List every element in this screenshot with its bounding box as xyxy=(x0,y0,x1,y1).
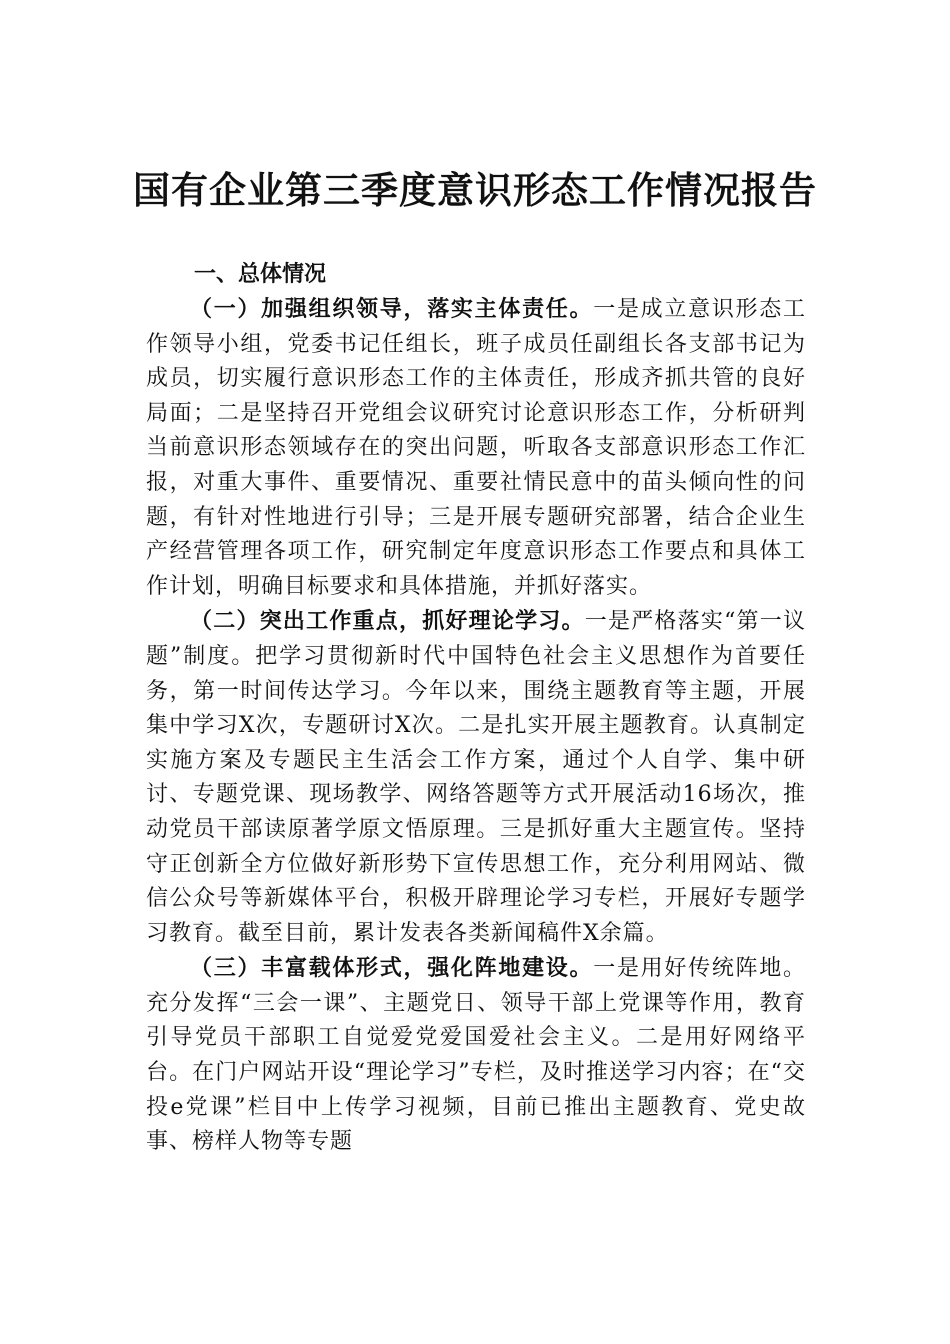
paragraph-3 xyxy=(146,951,806,1160)
paragraph-1-lead: （一）加强组织领导，落实主体责任。 xyxy=(190,296,594,322)
paragraph-2 xyxy=(146,604,806,951)
section-heading: 一、总体情况 xyxy=(194,262,327,287)
document-title: 国有企业第三季度意识形态工作情况报告 xyxy=(133,168,817,212)
paragraph-2-lead: （二）突出工作重点，抓好理论学习。 xyxy=(190,608,585,635)
paragraph-3-lead: （三）丰富载体形式，强化阵地建设。 xyxy=(190,955,594,982)
paragraph-2-text: 一是严格落实“第一议题”制度。把学习贯彻新时代中国特色社会主义思想作为首要任务，第一时间传达学习。今年以来，围绕主题教育等主题，开展集中学习X次，专题研讨X次。二是扎实开展主题教育。认真制定实施方案及专题民主生活会工作方案，通过个人自学、集中研讨、专题党课、现场教学、网络答题等方式开展活动16场次，推动党员干部读原著学原文悟原理。三是抓好重大主题宣传。坚持守正创新全方位做好新形势下宣传思想工作，充分利用网站、微信公众号等新媒体平台，积极开辟理论学习专栏，开展好专题学习教育。截至目前，累计发表各类新闻稿件X余篇。 xyxy=(146,609,806,946)
paragraph-1-text: 一是成立意识形态工作领导小组，党委书记任组长，班子成员任副组长各支部书记为成员，切实履行意识形态工作的主体责任，形成齐抓共管的良好局面；二是坚持召开党组会议研究讨论意识形态工作，分析研判当前意识形态领域存在的突出问题，听取各支部意识形态工作汇报，对重大事件、重要情况、重要社情民意中的苗头倾向性的问题，有针对性地进行引导；三是开展专题研究部署，结合企业生产经营管理各项工作，研究制定年度意识形态工作要点和具体工作计划，明确目标要求和具体措施，并抓好落实。 xyxy=(146,297,806,599)
paragraph-1 xyxy=(146,292,806,604)
paragraph-3-text: 一是用好传统阵地。充分发挥“三会一课”、主题党日、领导干部上党课等作用，教育引导党员干部职工自觉爱党爱国爱社会主义。二是用好网络平台。在门户网站开设“理论学习”专栏，及时推送学习内容；在“交投e党课”栏目中上传学习视频，目前已推出主题教育、党史故事、榜样人物等专题 xyxy=(146,956,806,1155)
document-body xyxy=(146,258,806,1160)
